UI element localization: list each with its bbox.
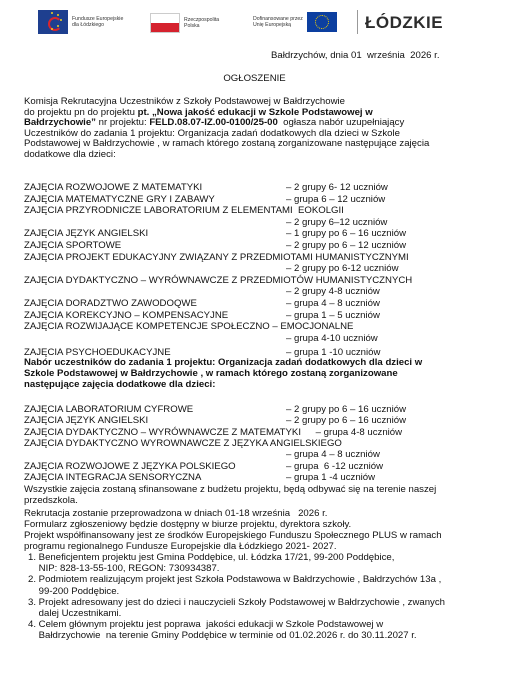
- numbered-line: 2. Podmiotem realizującym projekt jest Szkoła Podstawowa w Bałdrzychowie , Bałdrzychów 13a ,: [28, 574, 442, 586]
- fe-label-2: dla Łódzkiego: [72, 22, 105, 28]
- activity-groups: – 2 grupy po 6 – 16 uczniów: [286, 415, 407, 427]
- logo-divider: [357, 10, 358, 34]
- activity-groups: – grupa 1 -4 uczniów: [286, 471, 376, 483]
- pl-logo: [150, 13, 219, 33]
- activity-groups: – grupa 6 -12 uczniów: [286, 460, 384, 472]
- closing-line: Rekrutacja zostanie przeprowadzona w dniach 01-18 września 2026 r.: [24, 507, 328, 519]
- pl-label-2: Polska: [184, 23, 200, 29]
- activity-groups: – 1 grupy po 6 – 16 uczniów: [286, 228, 407, 240]
- polish-flag-icon: [150, 13, 180, 33]
- lodzkie-logo: [365, 13, 443, 33]
- task-heading-line: Nabór uczestników do zadania 1 projektu: Organizacja zadań dodatkowych dla dzieci w: [24, 357, 423, 368]
- numbered-line: dalej Uczestnikami.: [28, 608, 122, 619]
- numbered-line: Bałdrzychowie na terenie Gminy Poddębice w terminie od 01.02.2026 r. do 30.11.2027 r.: [28, 630, 417, 642]
- activity-name: ZAJĘCIA PSYCHOEDUKACYJNE: [24, 346, 171, 358]
- intro-text-run: Bałdrzychowie”: [24, 117, 96, 129]
- task-heading-line: Szkole Podstawowej w Bałdrzychowie , w ramach którego zostaną zorganizowane: [24, 368, 398, 380]
- fe-label-1: Fundusze Europejskie: [72, 16, 124, 22]
- intro-line: [24, 149, 116, 160]
- activity-name: ZAJĘCIA DORADZTWO ZAWODOQWE: [24, 298, 197, 309]
- closing-line: Projekt współfinansowany jest ze środków Europejskiego Funduszu Społecznego PLUS w ramach: [24, 530, 442, 542]
- fe-logo: [38, 10, 123, 34]
- activity-groups: – grupa 4 – 8 uczniów: [286, 298, 380, 309]
- intro-text-run: do projektu pn do projektu: [24, 106, 138, 118]
- closing-line: programu regionalnego Fundusze Europejskie dla Łódzkiego 2021- 2027.: [24, 541, 337, 553]
- intro-line: [24, 96, 345, 107]
- document-date: Bałdrzychów, dnia 01 września 2026 r.: [271, 50, 440, 61]
- intro-text-run: nr projektu:: [95, 117, 150, 129]
- pl-label-1: Rzeczpospolita: [184, 17, 220, 23]
- activity-groups: – grupa 6 – 12 uczniów: [286, 193, 386, 205]
- activity-groups: – 2 grupy 6- 12 uczniów: [286, 182, 388, 193]
- activity-groups: – grupa 4 – 8 uczniów: [286, 449, 380, 461]
- activity-name: ZAJĘCIA MATEMATYCZNE GRY I ZABAWY: [24, 193, 215, 205]
- lodzkie-wordmark: ŁÓDZKIE: [365, 13, 444, 32]
- intro-line: [24, 107, 373, 118]
- numbered-line: 99-200 Poddębice.: [28, 585, 120, 597]
- intro-line: [24, 138, 429, 149]
- activity-groups: – 2 grupy 6–12 uczniów: [286, 216, 388, 228]
- closing-line: przedszkola.: [24, 495, 78, 507]
- activity-name: ZAJĘCIA PROJEKT EDUKACYJNY ZWIĄZANY Z PRZEDMIOTAMI HUMANISTYCZNYMI: [24, 251, 409, 263]
- eu-flag-icon: [307, 12, 337, 32]
- intro-text-run: Uczestników do zadania 1 projektu: Organizacja zadań dodatkowych dla dzieci w Szkole: [24, 127, 400, 139]
- activity-name: ZAJĘCIA LABORATORIUM CYFROWE: [24, 404, 194, 415]
- activity-groups: – 2 grupy po 6 – 16 uczniów: [286, 404, 407, 415]
- activity-name: ZAJĘCIA ROZWOJOWE Z JĘZYKA POLSKIEGO: [24, 460, 236, 472]
- activity-name: ZAJĘCIA ROZWOJOWE Z MATEMATYKI: [24, 182, 203, 193]
- numbered-line: 4. Celem głównym projektu jest poprawa jakości edukacji w Szkole Podstawowej w: [28, 619, 384, 631]
- activity-name: ZAJĘCIA DYDAKTYCZNO – WYRÓWNAWCZE Z MATEMATYKI: [24, 426, 301, 438]
- eu-label-1: Dofinansowane przez: [253, 16, 303, 22]
- activity-groups: – 2 grupy po 6 – 12 uczniów: [286, 240, 407, 251]
- intro-line: [24, 117, 404, 128]
- activity-name: ZAJĘCIA KOREKCYJNO – KOMPENSACYJNE: [24, 309, 229, 321]
- intro-text-run: pt. „Nowa jakość edukacji w Szkole Podstawowej w: [137, 106, 373, 118]
- activity-name: ZAJĘCIA SPORTOWE: [24, 240, 122, 251]
- intro-line: [24, 128, 400, 139]
- activity-groups: – 2 grupy 4-8 uczniów: [286, 286, 380, 298]
- intro-text-run: Komisja Rekrutacyjna Uczestników z Szkoły Podstawowej w Bałdrzychowie: [24, 96, 345, 107]
- numbered-line: 1. Beneficjentem projektu jest Gmina Poddębice, ul. Łódzka 17/21, 99-200 Poddębice,: [28, 552, 395, 563]
- activity-name: ZAJĘCIA JĘZYK ANGIELSKI: [24, 415, 149, 427]
- closing-line: Formularz zgłoszeniowy będzie dostępny w biurze projektu, dyrektora szkoły.: [24, 518, 352, 530]
- intro-text-run: dodatkowe dla dzieci:: [24, 149, 116, 160]
- task-heading-line: następujące zajęcia dodatkowe dla dzieci:: [24, 379, 216, 391]
- activity-groups: – grupa 4-10 uczniów: [286, 332, 378, 344]
- document-heading: OGŁOSZENIE: [223, 73, 286, 84]
- activity-groups: – grupa 4-8 uczniów: [313, 426, 403, 438]
- activity-name: ZAJĘCIA INTEGRACJA SENSORYCZNA: [24, 471, 202, 483]
- activity-name: ZAJĘCIA DYDAKTYCZNO – WYRÓWNAWCZE Z PRZEDMIOTÓW HUMANISTYCZNYCH: [24, 274, 413, 286]
- numbered-line: 3. Projekt adresowany jest do dzieci i nauczycieli Szkoły Podstawowej w Bałdrzychowie , zwanych: [28, 596, 445, 608]
- activity-name: ZAJĘCIA PRZYRODNICZE LABORATORIUM Z ELEMENTAMI EOKOLGII: [24, 205, 344, 217]
- header-logos: [0, 0, 509, 44]
- activity-groups: – grupa 1 – 5 uczniów: [286, 309, 380, 321]
- eu-logo: [253, 12, 341, 32]
- activity-name: ZAJĘCIA ROZWIJAJĄCE KOMPETENCJE SPOŁECZNO – EMOCJONALNE: [24, 321, 354, 333]
- eu-label-2: Unię Europejską: [253, 22, 292, 28]
- activity-groups: – 2 grupy po 6-12 uczniów: [286, 263, 399, 275]
- closing-line: Wszystkie zajęcia zostaną sfinansowane z budżetu projektu, będą odbywać się na terenie naszej: [24, 484, 437, 495]
- intro-text-run: ogłasza nabór uzupełniający: [277, 117, 405, 129]
- activity-name: ZAJĘCIA JĘZYK ANGIELSKI: [24, 228, 149, 240]
- activity-groups: – grupa 1 -10 uczniów: [286, 346, 381, 358]
- numbered-line: NIP: 828-13-55-100, REGON: 730934387.: [28, 563, 220, 575]
- intro-text-run: Podstawowej w Bałdrzychowie , w ramach którego zostaną zorganizowane następujące zajęcia: [24, 138, 430, 150]
- activity-name: ZAJĘCIA DYDAKTYCZNO WYROWNAWCZE Z JĘZYKA ANGIELSKIEGO: [24, 437, 342, 449]
- fe-flag-icon: [38, 10, 68, 34]
- intro-text-run: FELD.08.07-IZ.00-0100/25-00: [149, 117, 278, 129]
